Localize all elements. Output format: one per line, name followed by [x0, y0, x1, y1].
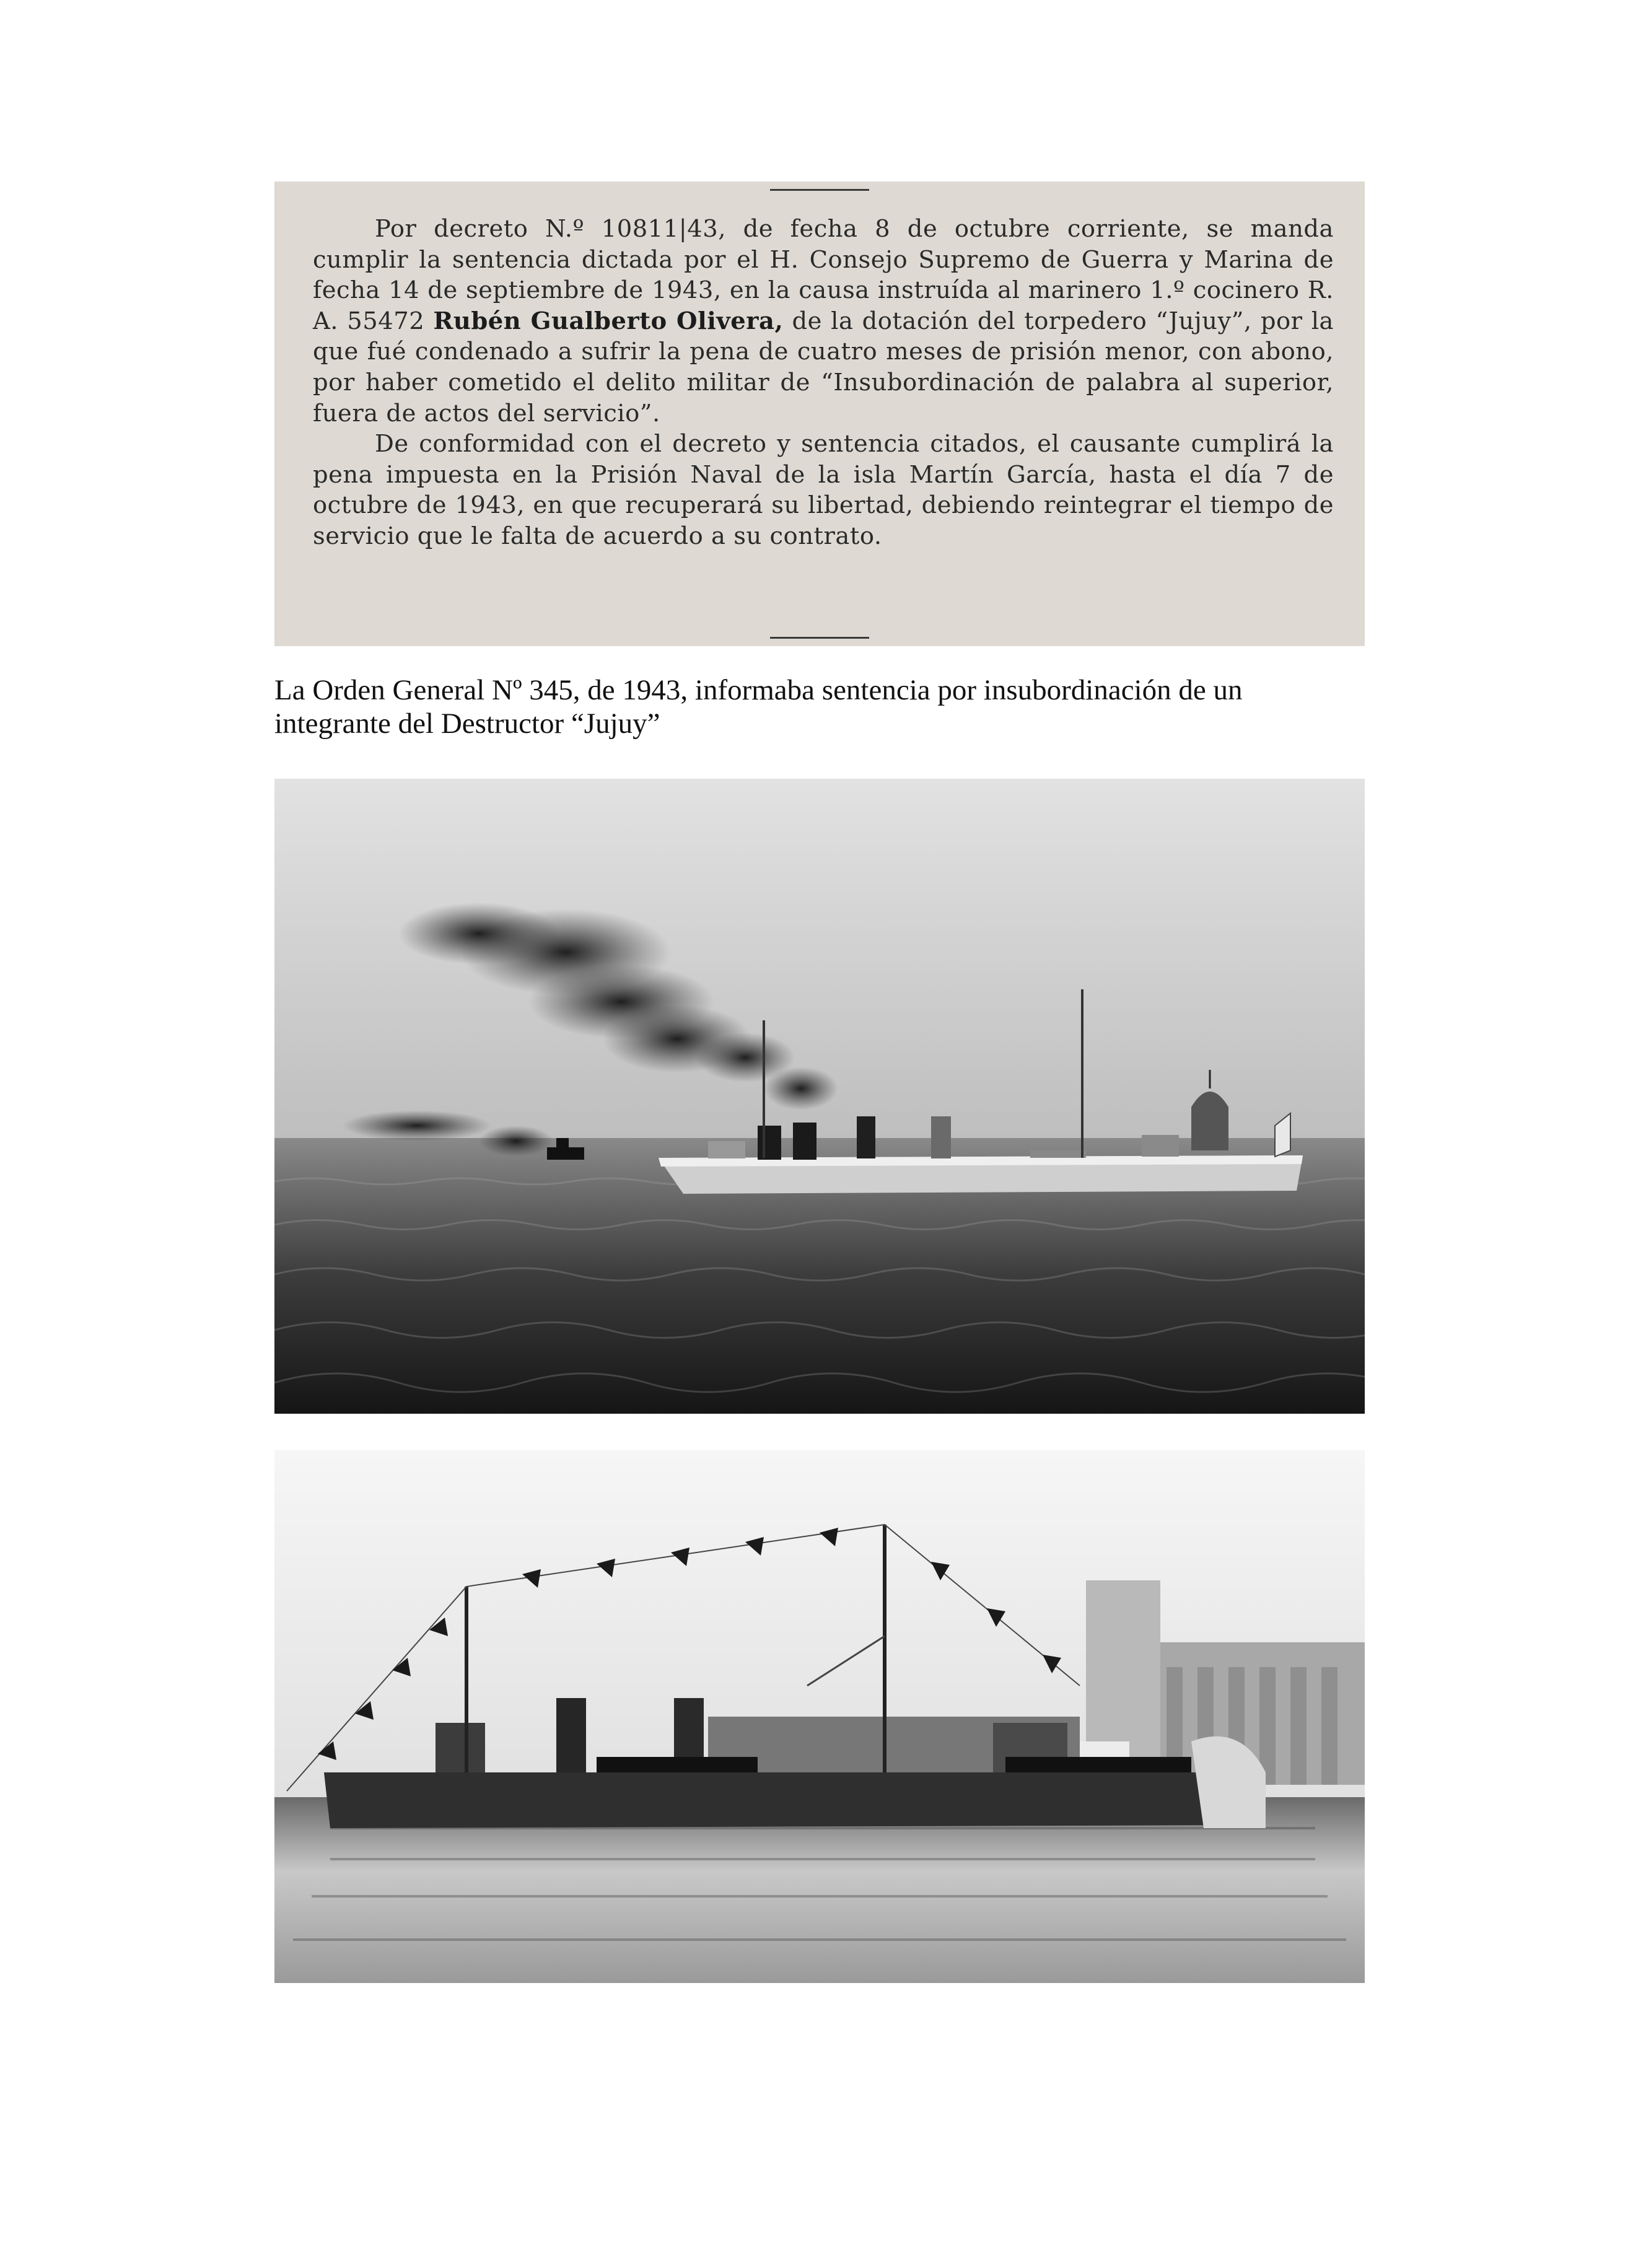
destroyer-at-sea-photo	[274, 779, 1365, 1414]
clipping-top-rule	[770, 189, 869, 191]
clipping-paragraph-1: Por decreto N.º 10811|43, de fecha 8 de octubre corriente, se manda cumplir la sentencia dictada por el H. Consejo Supremo de Guerra y Marina de fecha 14 de septiembre de 1943, en la causa instruída al marinero 1.º cocinero R. A. 55472 Rubén Gualberto Olivera, de la dotación del torpedero “Jujuy”, por la que fué condenado a sufrir la pena de cuatro meses de prisión menor, con abono, por haber cometido el delito militar de “Insubordinación de palabra al superior, fuera de actos del servicio”.	[313, 215, 1334, 427]
clipping-text	[313, 214, 1334, 552]
clipping-bottom-rule	[770, 637, 869, 639]
sentenced-sailor-name: Rubén Gualberto Olivera,	[433, 307, 784, 335]
clipping-paragraph-2: De conformidad con el decreto y sentencia citados, el causante cumplirá la pena impuesta en la Prisión Naval de la isla Martín García, hasta el día 7 de octubre de 1943, en que recuperará su libertad, debiendo reintegrar el tiempo de servicio que le falta de acuerdo a su contrato.	[313, 430, 1334, 550]
clipping-caption: La Orden General Nº 345, de 1943, informaba sentencia por insubordinación de un integrante del Destructor “Jujuy”	[274, 674, 1243, 740]
destroyer-in-port-photo	[274, 1450, 1365, 1983]
order-clipping	[274, 182, 1365, 646]
